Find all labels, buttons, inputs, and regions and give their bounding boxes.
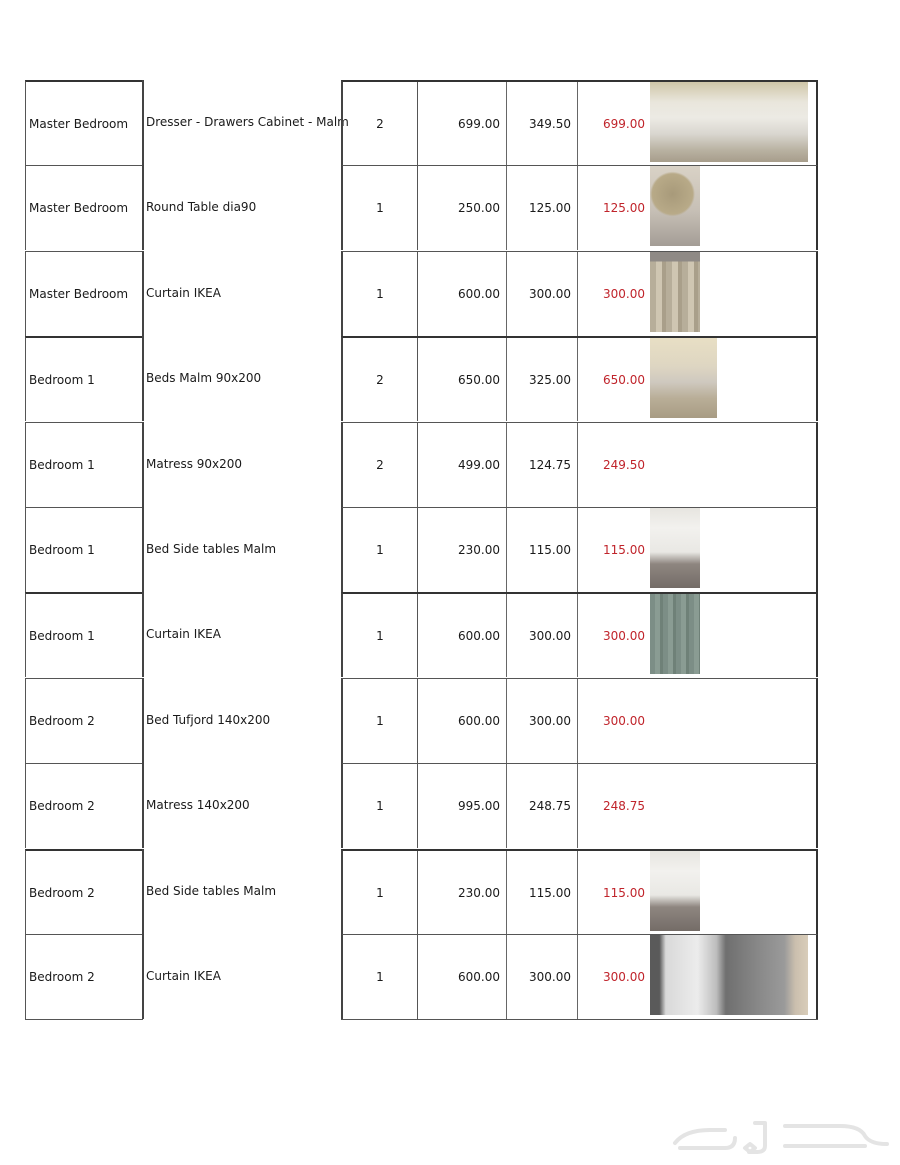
price-cell: 600.00 <box>417 592 507 677</box>
haraj-watermark-logo <box>665 1108 895 1158</box>
photo-cell <box>650 678 818 763</box>
half-price-cell: 300.00 <box>506 934 578 1019</box>
table-row <box>25 422 818 508</box>
item-name-cell: Dresser - Drawers Cabinet - Malm <box>142 80 342 165</box>
price-cell: 600.00 <box>417 251 507 336</box>
total-cell: 115.00 <box>577 507 651 592</box>
photo-cell <box>650 507 818 592</box>
curtain-beige-photo <box>650 252 700 332</box>
photo-cell <box>650 592 818 677</box>
room-cell: Bedroom 1 <box>25 422 143 507</box>
room-cell: Bedroom 2 <box>25 678 143 763</box>
item-name-cell: Curtain IKEA <box>142 251 342 336</box>
photo-cell <box>650 934 818 1019</box>
item-name-cell: Beds Malm 90x200 <box>142 336 342 421</box>
item-name-cell: Bed Side tables Malm <box>142 849 342 934</box>
quantity-cell: 1 <box>341 849 418 934</box>
curtain-grey-photo <box>650 935 808 1015</box>
dresser-photo <box>650 82 808 162</box>
half-price-cell: 115.00 <box>506 507 578 592</box>
item-name-cell: Matress 90x200 <box>142 422 342 507</box>
total-cell: 300.00 <box>577 934 651 1019</box>
price-cell: 995.00 <box>417 763 507 848</box>
photo-cell <box>650 422 818 507</box>
half-price-cell: 248.75 <box>506 763 578 848</box>
half-price-cell: 300.00 <box>506 592 578 677</box>
table-row <box>25 251 818 337</box>
quantity-cell: 1 <box>341 678 418 763</box>
room-cell: Master Bedroom <box>25 251 143 336</box>
room-cell: Bedroom 2 <box>25 934 143 1019</box>
price-cell: 499.00 <box>417 422 507 507</box>
quantity-cell: 1 <box>341 934 418 1019</box>
total-cell: 300.00 <box>577 592 651 677</box>
bedside-table-photo <box>650 851 700 931</box>
bedside-table-photo <box>650 508 700 588</box>
twin-beds-photo <box>650 338 717 418</box>
total-cell: 125.00 <box>577 165 651 250</box>
price-cell: 650.00 <box>417 336 507 421</box>
total-cell: 115.00 <box>577 849 651 934</box>
quantity-cell: 2 <box>341 336 418 421</box>
round-table-photo <box>650 166 700 246</box>
curtain-green-photo <box>650 594 700 674</box>
half-price-cell: 124.75 <box>506 422 578 507</box>
quantity-cell: 1 <box>341 251 418 336</box>
photo-cell <box>650 165 818 250</box>
photo-cell <box>650 849 818 934</box>
photo-cell <box>650 251 818 336</box>
photo-cell <box>650 80 818 165</box>
table-row <box>25 849 818 935</box>
item-name-cell: Matress 140x200 <box>142 763 342 848</box>
item-name-cell: Round Table dia90 <box>142 165 342 250</box>
total-cell: 249.50 <box>577 422 651 507</box>
table-row <box>25 592 818 678</box>
item-name-cell: Curtain IKEA <box>142 934 342 1019</box>
table-row <box>25 678 818 764</box>
room-cell: Master Bedroom <box>25 80 143 165</box>
table-bottom-border <box>341 1019 818 1020</box>
quantity-cell: 1 <box>341 165 418 250</box>
table-row <box>25 336 818 422</box>
table-row <box>25 165 818 251</box>
total-cell: 650.00 <box>577 336 651 421</box>
table-bottom-border <box>25 1019 143 1020</box>
table-row <box>25 80 818 166</box>
item-name-cell: Curtain IKEA <box>142 592 342 677</box>
total-cell: 248.75 <box>577 763 651 848</box>
table-row <box>25 763 818 849</box>
table-row <box>25 934 818 1020</box>
total-cell: 300.00 <box>577 678 651 763</box>
room-cell: Master Bedroom <box>25 165 143 250</box>
price-cell: 230.00 <box>417 849 507 934</box>
item-name-cell: Bed Tufjord 140x200 <box>142 678 342 763</box>
quantity-cell: 2 <box>341 80 418 165</box>
room-cell: Bedroom 2 <box>25 763 143 848</box>
quantity-cell: 2 <box>341 422 418 507</box>
room-cell: Bedroom 1 <box>25 507 143 592</box>
half-price-cell: 325.00 <box>506 336 578 421</box>
total-cell: 300.00 <box>577 251 651 336</box>
half-price-cell: 115.00 <box>506 849 578 934</box>
room-cell: Bedroom 1 <box>25 592 143 677</box>
half-price-cell: 300.00 <box>506 678 578 763</box>
price-cell: 230.00 <box>417 507 507 592</box>
item-name-cell: Bed Side tables Malm <box>142 507 342 592</box>
quantity-cell: 1 <box>341 763 418 848</box>
photo-cell <box>650 336 818 421</box>
price-cell: 600.00 <box>417 678 507 763</box>
photo-cell <box>650 763 818 848</box>
price-cell: 600.00 <box>417 934 507 1019</box>
half-price-cell: 349.50 <box>506 80 578 165</box>
quantity-cell: 1 <box>341 507 418 592</box>
table-row <box>25 507 818 593</box>
price-cell: 699.00 <box>417 80 507 165</box>
room-cell: Bedroom 2 <box>25 849 143 934</box>
half-price-cell: 300.00 <box>506 251 578 336</box>
price-cell: 250.00 <box>417 165 507 250</box>
total-cell: 699.00 <box>577 80 651 165</box>
room-cell: Bedroom 1 <box>25 336 143 421</box>
quantity-cell: 1 <box>341 592 418 677</box>
half-price-cell: 125.00 <box>506 165 578 250</box>
